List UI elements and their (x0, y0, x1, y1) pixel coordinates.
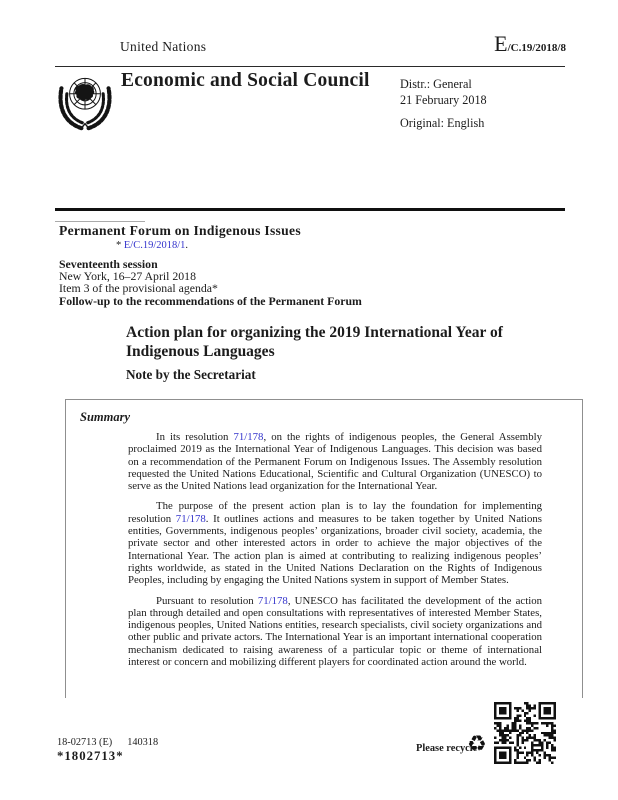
footnote-separator (55, 221, 145, 222)
distr-line: Distr.: General (400, 77, 472, 91)
document-symbol-rest: /C.19/2018/8 (507, 42, 566, 54)
footnote (116, 240, 188, 251)
job-date-code: 140318 (127, 737, 159, 748)
original-language-line: Original: English (400, 116, 485, 130)
job-number: 18-02713 (E) (57, 737, 113, 748)
note-subtitle: Note by the Secretariat (126, 367, 256, 382)
footnote-marker: * (116, 240, 122, 251)
recycle-icon: ♻ (467, 732, 487, 757)
qr-code-icon (494, 702, 556, 764)
org-label: United Nations (120, 39, 207, 54)
summary-box (65, 399, 583, 698)
header-rule (55, 66, 565, 67)
paragraph-text: , UNESCO has facilitated the development of the action plan through detailed and open consultations with representatives of interested Member States, indigenous peoples, United Nations entities, research specialists, civil society organizations and other public and private actors. The International Year is an important international cooperation mechanism dedicated to raising awareness of a particular topic or theme of international interest or concern and mobilizing different players for coordinated action around the world. (128, 594, 543, 669)
paragraph-text: In its resolution (156, 431, 234, 443)
resolution-link[interactable]: 71/178 (257, 594, 288, 607)
summary-paragraph-1 (128, 431, 542, 492)
council-title: Economic and Social Council (121, 70, 370, 91)
session-title: Seventeenth session (59, 257, 158, 271)
date-line: 21 February 2018 (400, 92, 487, 107)
agenda-item: Item 3 of the provisional agenda* (59, 281, 218, 296)
barcode-text: *1802713* (57, 749, 124, 763)
paragraph-text: The purpose of the present action plan is to lay the foundation for implementing resolution (128, 500, 542, 525)
footnote-symbol-link[interactable]: E/C.19/2018/1 (123, 240, 186, 251)
summary-paragraph-2 (128, 500, 542, 586)
document-symbol (494, 33, 566, 56)
resolution-link[interactable]: 71/178 (233, 431, 264, 443)
agenda-topic: Follow-up to the recommendations of the Permanent Forum (59, 293, 362, 308)
section-rule (55, 208, 565, 211)
paragraph-text: Pursuant to resolution (156, 594, 258, 607)
document-symbol-main: E (494, 31, 508, 56)
footnote-period: . (185, 240, 189, 251)
session-location: New York, 16–27 April 2018 (59, 269, 196, 284)
job-number-line (57, 737, 158, 748)
summary-paragraphs (128, 431, 542, 668)
document-title (126, 324, 506, 361)
distribution-block (400, 77, 487, 132)
paragraph-text: . It outlines actions and measures to be taken together by United Nations entities, Governments, indigenous peoples’ organizations, broader civil society, academia, the private sector and other interested actors in order to achieve the major objectives of the International Year. The action plan is aimed at contributing to realizing indigenous peoples’ rights worldwide, as stated in the United Nations Declaration on the Rights of Indigenous Peoples, including by engaging the United Nations system in support of Member States. (128, 512, 542, 587)
paragraph-text: , on the rights of indigenous peoples, the General Assembly proclaimed 2019 as the International Year of Indigenous Languages. This decision was based on a recommendation of the Permanent Forum on Indigenous Issues. The Assembly resolution requested the United Nations Educational, Scientific and Cultural Organization (UNESCO) to serve as the United Nations lead organization for the International Year. (128, 431, 542, 493)
recycle-label: Please recycle (416, 743, 478, 754)
session-block (59, 258, 362, 307)
summary-label: Summary (80, 410, 131, 424)
summary-paragraph-3 (128, 595, 542, 669)
document-title-line2: Indigenous Languages (126, 342, 275, 360)
un-emblem-icon (56, 70, 114, 132)
resolution-link[interactable]: 71/178 (175, 512, 206, 525)
document-title-line1: Action plan for organizing the 2019 International Year of (126, 324, 503, 341)
forum-heading: Permanent Forum on Indigenous Issues (59, 223, 301, 238)
